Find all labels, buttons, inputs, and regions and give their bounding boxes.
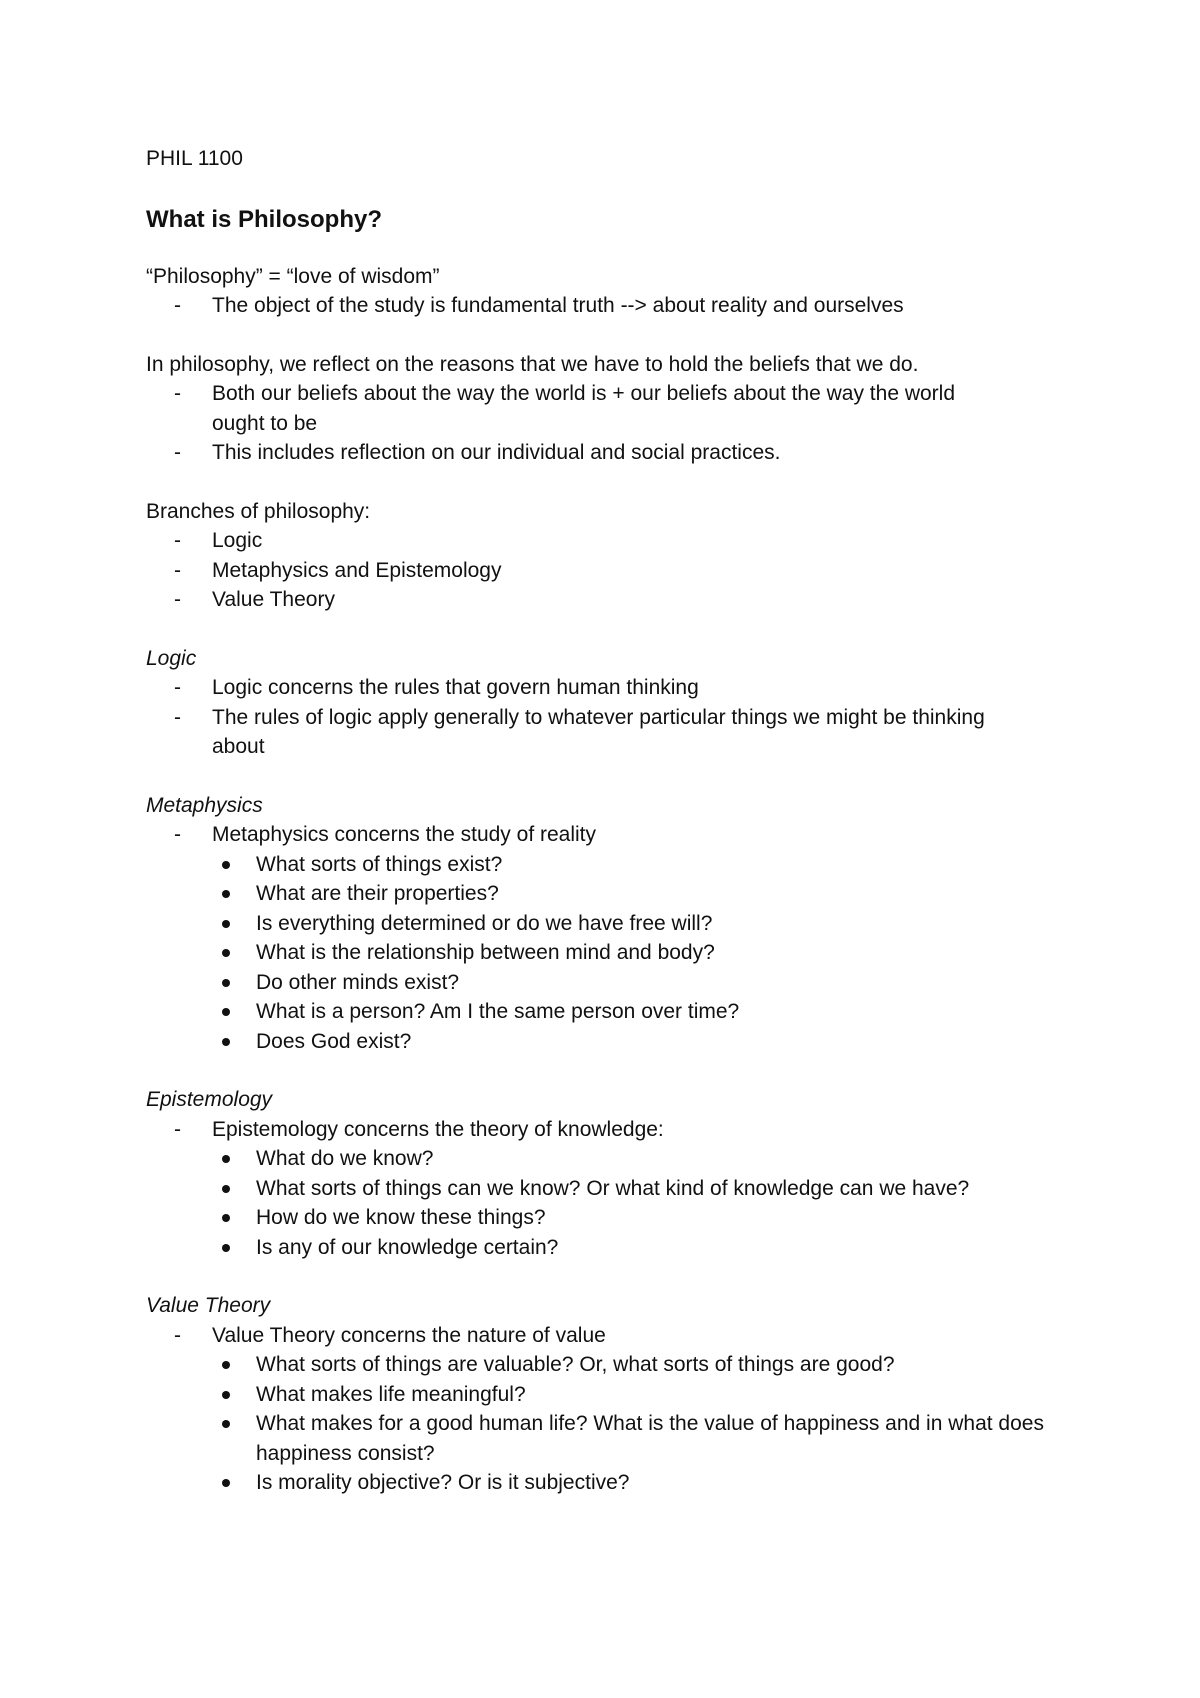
list-item: - Epistemology concerns the theory of knowledge: bbox=[146, 1115, 1066, 1145]
metaphysics-list bbox=[146, 820, 1066, 850]
document-page bbox=[146, 144, 1066, 1498]
epistemology-list bbox=[146, 1115, 1066, 1145]
bullet-marker bbox=[222, 1479, 230, 1487]
question-item: What makes for a good human life? What is the value of happiness and in what does happiness consist? bbox=[146, 1409, 1046, 1468]
page-title: What is Philosophy? bbox=[146, 205, 383, 233]
question-item: What is the relationship between mind and body? bbox=[146, 938, 1066, 968]
list-item: - The object of the study is fundamental truth --> about reality and ourselves bbox=[146, 291, 1066, 321]
metaphysics-questions bbox=[146, 850, 1066, 1057]
question-item: What sorts of things can we know? Or what kind of knowledge can we have? bbox=[146, 1174, 1066, 1204]
bullet-marker bbox=[222, 949, 230, 957]
dash-marker: - bbox=[174, 294, 181, 317]
question-item: Is morality objective? Or is it subjective? bbox=[146, 1468, 1066, 1498]
reflection-list bbox=[146, 379, 1066, 468]
epistemology-heading: Epistemology bbox=[146, 1088, 273, 1111]
question-item: What makes life meaningful? bbox=[146, 1380, 1066, 1410]
epistemology-questions bbox=[146, 1144, 1066, 1262]
value-theory-list bbox=[146, 1321, 1066, 1351]
question-item: What do we know? bbox=[146, 1144, 1066, 1174]
bullet-marker bbox=[222, 1155, 230, 1163]
branches-list bbox=[146, 526, 1066, 615]
bullet-marker bbox=[222, 1391, 230, 1399]
list-item: - Value Theory concerns the nature of value bbox=[146, 1321, 1066, 1351]
bullet-marker bbox=[222, 1214, 230, 1222]
question-item: Do other minds exist? bbox=[146, 968, 1066, 998]
value-theory-heading: Value Theory bbox=[146, 1294, 271, 1317]
list-item: - Logic bbox=[146, 526, 1066, 556]
logic-heading: Logic bbox=[146, 646, 197, 670]
list-item: - Value Theory bbox=[146, 585, 1066, 615]
definition-list bbox=[146, 291, 1066, 321]
definition-line: “Philosophy” = “love of wisdom” bbox=[146, 264, 440, 288]
list-item: - The rules of logic apply generally to whatever particular things we might be thinking about bbox=[146, 703, 1032, 762]
bullet-marker bbox=[222, 861, 230, 869]
bullet-marker bbox=[222, 1038, 230, 1046]
bullet-marker bbox=[222, 1244, 230, 1252]
question-item: How do we know these things? bbox=[146, 1203, 1066, 1233]
dash-marker: - bbox=[174, 823, 181, 846]
dash-marker: - bbox=[174, 1323, 181, 1347]
question-item: Is everything determined or do we have free will? bbox=[146, 909, 1066, 939]
list-item: - This includes reflection on our individual and social practices. bbox=[146, 438, 1066, 468]
question-item: Is any of our knowledge certain? bbox=[146, 1233, 1066, 1263]
question-item: What is a person? Am I the same person over time? bbox=[146, 997, 1066, 1027]
reflection-line: In philosophy, we reflect on the reasons that we have to hold the beliefs that we do. bbox=[146, 352, 919, 376]
branches-line: Branches of philosophy: bbox=[146, 499, 371, 523]
course-code: PHIL 1100 bbox=[146, 147, 243, 170]
list-item: - Metaphysics concerns the study of reality bbox=[146, 820, 1066, 850]
list-item: - Metaphysics and Epistemology bbox=[146, 556, 1066, 586]
bullet-marker bbox=[222, 979, 230, 987]
question-item: What sorts of things are valuable? Or, what sorts of things are good? bbox=[146, 1350, 1066, 1380]
bullet-marker bbox=[222, 890, 230, 898]
logic-list bbox=[146, 673, 1066, 762]
value-theory-questions bbox=[146, 1350, 1066, 1498]
bullet-marker bbox=[222, 1008, 230, 1016]
dash-marker: - bbox=[174, 676, 181, 699]
dash-marker: - bbox=[174, 705, 181, 729]
dash-marker: - bbox=[174, 382, 181, 405]
question-item: What are their properties? bbox=[146, 879, 1066, 909]
list-item: - Both our beliefs about the way the world is + our beliefs about the way the world ought to be bbox=[146, 379, 992, 438]
dash-marker: - bbox=[174, 529, 181, 552]
bullet-marker bbox=[222, 1185, 230, 1193]
metaphysics-heading: Metaphysics bbox=[146, 793, 263, 817]
question-item: What sorts of things exist? bbox=[146, 850, 1066, 880]
list-item: - Logic concerns the rules that govern human thinking bbox=[146, 673, 1066, 703]
dash-marker: - bbox=[174, 441, 181, 464]
dash-marker: - bbox=[174, 558, 181, 582]
dash-marker: - bbox=[174, 1117, 181, 1141]
dash-marker: - bbox=[174, 588, 181, 611]
bullet-marker bbox=[222, 1420, 230, 1428]
bullet-marker bbox=[222, 920, 230, 928]
bullet-marker bbox=[222, 1361, 230, 1369]
question-item: Does God exist? bbox=[146, 1027, 1066, 1057]
